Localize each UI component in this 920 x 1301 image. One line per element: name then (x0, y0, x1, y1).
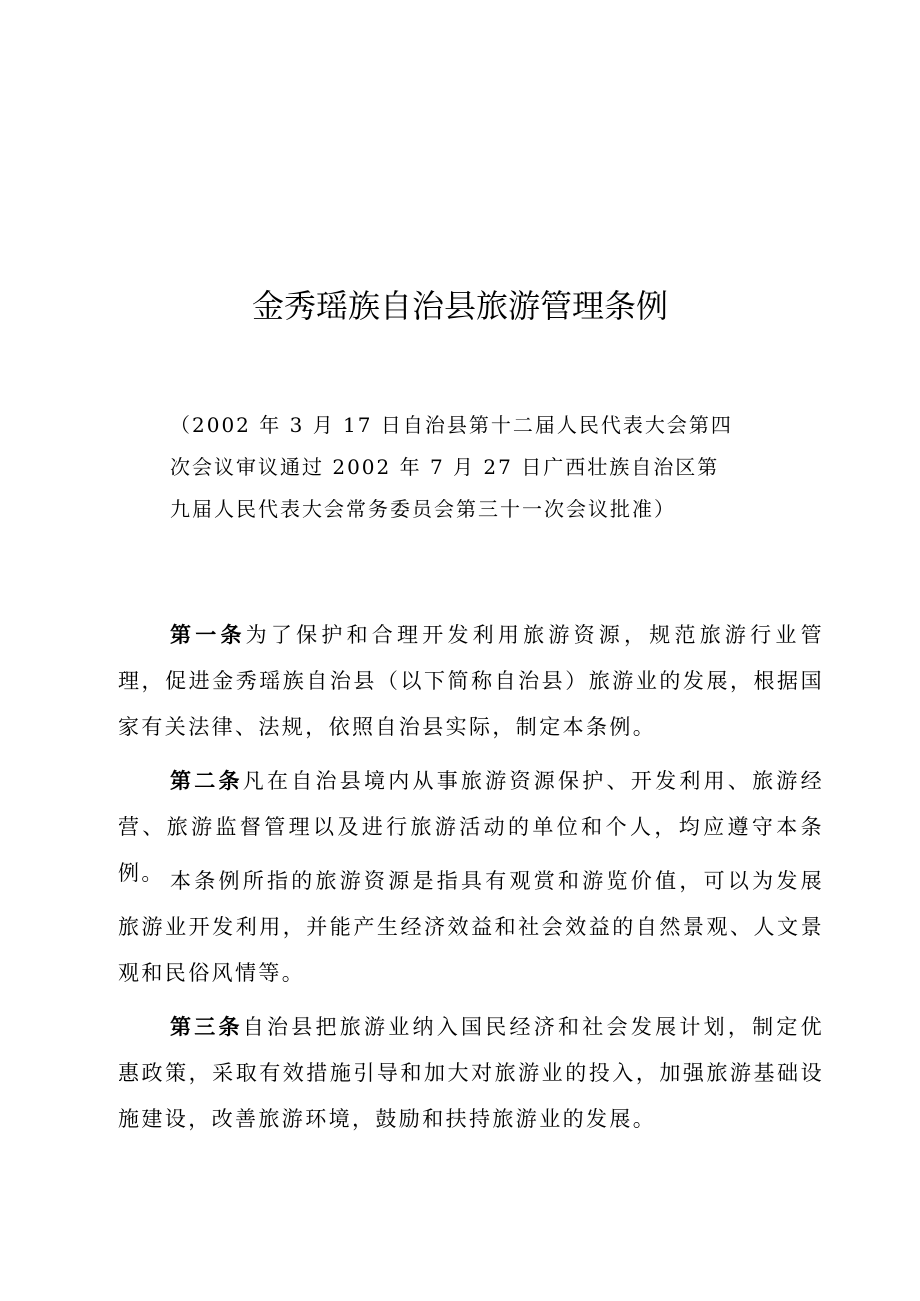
article-2-paragraph-2-text: 本条例所指的旅游资源是指具有观赏和游览价值，可以为发展旅游业开发利用，并能产生经济效益和社会效益的自然景观、人文景观和民俗风情等。 (118, 869, 824, 985)
article-2-text: 凡在自治县境内从事旅游资源保护、开发利用、旅游经营、旅游监督管理以及进行旅游活动的单位和个人，均应遵守本条例。 (118, 769, 824, 885)
article-2-heading: 第二条 (170, 769, 243, 793)
document-title: 金秀瑶族自治县旅游管理条例 (251, 287, 668, 325)
adoption-note-line: 次会议审议通过 2002 年 7 月 27 日广西壮族自治区第 (170, 455, 720, 479)
adoption-note-line: （2002 年 3 月 17 日自治县第十二届人民代表大会第四 (170, 413, 733, 437)
article-1-heading: 第一条 (170, 623, 246, 647)
article-3 (118, 1004, 824, 1142)
article-1-text: 为了保护和合理开发利用旅游资源，规范旅游行业管理，促进金秀瑶族自治县（以下简称自治县）旅游业的发展，根据国家有关法律、法规，依照自治县实际，制定本条例。 (118, 623, 824, 739)
article-3-text: 自治县把旅游业纳入国民经济和社会发展计划，制定优惠政策，采取有效措施引导和加大对旅游业的投入，加强旅游基础设施建设，改善旅游环境，鼓励和扶持旅游业的发展。 (118, 1015, 824, 1131)
article-3-heading: 第三条 (170, 1015, 243, 1039)
article-1 (118, 612, 824, 750)
adoption-note-line: 九届人民代表大会常务委员会第三十一次会议批准） (170, 497, 676, 521)
adoption-note (170, 404, 740, 530)
article-2-paragraph-2 (118, 858, 824, 996)
